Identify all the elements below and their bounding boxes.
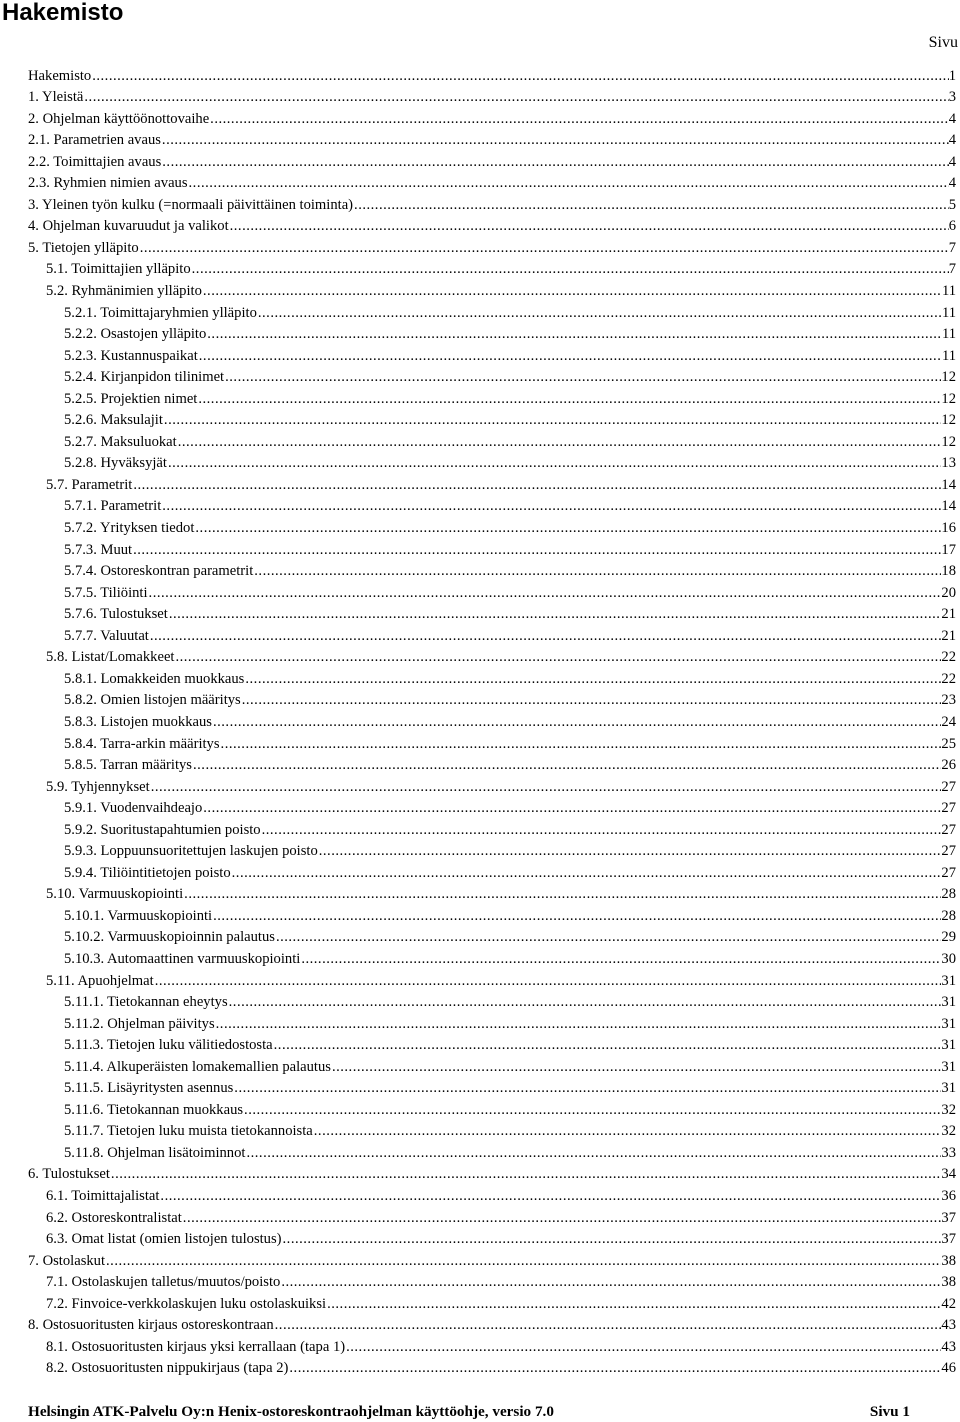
toc-dot-leader bbox=[282, 1230, 942, 1249]
toc-entry-page: 11 bbox=[941, 326, 956, 343]
toc-entry-page: 28 bbox=[941, 907, 956, 924]
toc-entry-page: 21 bbox=[941, 627, 956, 644]
toc-entry-page: 7 bbox=[948, 261, 956, 278]
toc-dot-leader bbox=[331, 1058, 941, 1077]
toc-entry-label: 5.2.5. Projektien nimet bbox=[64, 390, 198, 407]
toc-entry[interactable] bbox=[28, 1249, 956, 1271]
page-title: Hakemisto bbox=[2, 0, 124, 26]
toc-entry-label: 5.7. Parametrit bbox=[46, 476, 133, 493]
toc-dot-leader bbox=[167, 454, 941, 473]
toc-entry-label: 6.3. Omat listat (omien listojen tulostus) bbox=[46, 1231, 282, 1248]
toc-entry-label: 5.11.5. Lisäyritysten asennus bbox=[64, 1080, 234, 1097]
toc-entry-page: 31 bbox=[941, 994, 956, 1011]
toc-entry[interactable] bbox=[28, 646, 956, 668]
toc-entry-label: 5.8.2. Omien listojen määritys bbox=[64, 692, 241, 709]
toc-dot-leader bbox=[161, 153, 948, 172]
toc-entry[interactable] bbox=[28, 1228, 956, 1250]
toc-entry-page: 24 bbox=[941, 713, 956, 730]
toc-entry-label: 5.7.4. Ostoreskontran parametrit bbox=[64, 563, 254, 580]
toc-entry[interactable] bbox=[28, 538, 956, 560]
toc-entry[interactable] bbox=[28, 86, 956, 108]
toc-entry-page: 28 bbox=[941, 886, 956, 903]
toc-dot-leader bbox=[229, 217, 949, 236]
toc-entry[interactable] bbox=[28, 1077, 956, 1099]
toc-dot-leader bbox=[257, 304, 942, 323]
toc-entry[interactable] bbox=[28, 883, 956, 905]
toc-entry-label: 5.2.4. Kirjanpidon tilinimet bbox=[64, 369, 225, 386]
toc-entry[interactable] bbox=[28, 754, 956, 776]
toc-entry[interactable] bbox=[28, 1292, 956, 1314]
toc-dot-leader bbox=[202, 799, 941, 818]
toc-entry-label: 2.3. Ryhmien nimien avaus bbox=[28, 175, 188, 192]
toc-dot-leader bbox=[168, 605, 942, 624]
toc-dot-leader bbox=[288, 1359, 941, 1378]
toc-entry-page: 38 bbox=[941, 1252, 956, 1269]
toc-entry-label: 5. Tietojen ylläpito bbox=[28, 239, 139, 256]
toc-entry-page: 31 bbox=[941, 1058, 956, 1075]
toc-entry-page: 27 bbox=[941, 778, 956, 795]
toc-entry[interactable] bbox=[28, 1206, 956, 1228]
toc-entry-page: 16 bbox=[941, 520, 956, 537]
toc-dot-leader bbox=[148, 584, 942, 603]
toc-entry-label: 8.1. Ostosuoritusten kirjaus yksi kerrallaan (tapa 1) bbox=[46, 1338, 346, 1355]
toc-dot-leader bbox=[215, 1015, 942, 1034]
toc-entry-page: 20 bbox=[941, 584, 956, 601]
toc-entry-label: 3. Yleinen työn kulku (=normaali päivittäinen toiminta) bbox=[28, 196, 354, 213]
toc-dot-leader bbox=[228, 993, 942, 1012]
toc-entry-page: 11 bbox=[941, 304, 956, 321]
toc-entry[interactable] bbox=[28, 150, 956, 172]
toc-entry[interactable] bbox=[28, 452, 956, 474]
toc-entry-label: 8.2. Ostosuoritusten nippukirjaus (tapa 2) bbox=[46, 1360, 289, 1377]
toc-entry[interactable] bbox=[28, 430, 956, 452]
toc-entry-label: 5.9. Tyhjennykset bbox=[46, 778, 150, 795]
toc-dot-leader bbox=[191, 260, 949, 279]
toc-entry-page: 46 bbox=[941, 1360, 956, 1377]
toc-dot-leader bbox=[161, 131, 949, 150]
toc-entry-label: 6.2. Ostoreskontralistat bbox=[46, 1209, 182, 1226]
toc-entry-page: 1 bbox=[948, 67, 956, 84]
toc-dot-leader bbox=[192, 756, 941, 775]
toc-dot-leader bbox=[253, 562, 941, 581]
toc-entry[interactable] bbox=[28, 495, 956, 517]
toc-entry[interactable] bbox=[28, 1034, 956, 1056]
toc-dot-leader bbox=[233, 1079, 941, 1098]
toc-dot-leader bbox=[244, 670, 941, 689]
toc-entry-page: 23 bbox=[941, 692, 956, 709]
toc-entry[interactable] bbox=[28, 473, 956, 495]
toc-entry-label: 5.1. Toimittajien ylläpito bbox=[46, 261, 191, 278]
toc-entry[interactable] bbox=[28, 861, 956, 883]
footer-page-number: Sivu 1 bbox=[869, 1403, 910, 1420]
toc-dot-leader bbox=[198, 347, 942, 366]
toc-entry[interactable] bbox=[28, 1120, 956, 1142]
toc-entry[interactable] bbox=[28, 624, 956, 646]
toc-entry-label: 5.11.1. Tietokannan eheytys bbox=[64, 994, 228, 1011]
toc-entry-label: 5.10. Varmuuskopiointi bbox=[46, 886, 184, 903]
toc-entry[interactable] bbox=[28, 1055, 956, 1077]
toc-dot-leader bbox=[275, 928, 941, 947]
toc-entry-label: 5.11.8. Ohjelman lisätoiminnot bbox=[64, 1144, 246, 1161]
toc-entry[interactable] bbox=[28, 1357, 956, 1379]
toc-entry-label: 5.7.3. Muut bbox=[64, 541, 133, 558]
toc-entry-label: 5.9.4. Tiliöintitietojen poisto bbox=[64, 864, 231, 881]
toc-entry-page: 37 bbox=[941, 1209, 956, 1226]
toc-entry-label: 5.8.1. Lomakkeiden muokkaus bbox=[64, 670, 245, 687]
toc-entry-label: 5.8.4. Tarra-arkin määritys bbox=[64, 735, 220, 752]
toc-dot-leader bbox=[149, 627, 942, 646]
toc-dot-leader bbox=[139, 239, 949, 258]
toc-entry[interactable] bbox=[28, 969, 956, 991]
toc-entry-label: 7.1. Ostolaskujen talletus/muutos/poisto bbox=[46, 1274, 281, 1291]
toc-entry-label: 5.2.6. Maksulajit bbox=[64, 412, 163, 429]
page-footer bbox=[28, 1402, 910, 1422]
toc-entry-label: 2.2. Toimittajien avaus bbox=[28, 153, 162, 170]
toc-entry-label: 5.11.2. Ohjelman päivitys bbox=[64, 1015, 215, 1032]
toc-entry-label: 5.11.3. Tietojen luku välitiedostosta bbox=[64, 1037, 273, 1054]
toc-entry-label: 5.7.7. Valuutat bbox=[64, 627, 149, 644]
toc-entry-label: 2. Ohjelman käyttöönottovaihe bbox=[28, 110, 210, 127]
toc-entry-page: 43 bbox=[941, 1317, 956, 1334]
toc-entry-page: 27 bbox=[941, 843, 956, 860]
toc-dot-leader bbox=[194, 519, 941, 538]
toc-entry[interactable] bbox=[28, 1163, 956, 1185]
toc-entry[interactable] bbox=[28, 1098, 956, 1120]
toc-dot-leader bbox=[197, 390, 941, 409]
toc-entry-label: 5.8. Listat/Lomakkeet bbox=[46, 649, 175, 666]
toc-entry-label: 1. Yleistä bbox=[28, 89, 84, 106]
toc-entry[interactable] bbox=[28, 1012, 956, 1034]
toc-entry-page: 29 bbox=[941, 929, 956, 946]
toc-dot-leader bbox=[245, 1144, 941, 1163]
toc-entry-page: 26 bbox=[941, 757, 956, 774]
toc-entry-page: 36 bbox=[941, 1187, 956, 1204]
toc-entry-page: 37 bbox=[941, 1231, 956, 1248]
toc-entry[interactable] bbox=[28, 279, 956, 301]
toc-entry-label: 5.2. Ryhmänimien ylläpito bbox=[46, 283, 202, 300]
toc-entry-label: 5.7.6. Tulostukset bbox=[64, 606, 168, 623]
toc-entry-label: 5.10.1. Varmuuskopiointi bbox=[64, 907, 213, 924]
toc-entry-page: 32 bbox=[941, 1123, 956, 1140]
toc-entry-page: 12 bbox=[941, 369, 956, 386]
toc-entry-page: 4 bbox=[948, 153, 956, 170]
toc-dot-leader bbox=[224, 368, 941, 387]
toc-entry-label: 8. Ostosuoritusten kirjaus ostoreskontraan bbox=[28, 1317, 274, 1334]
toc-entry-page: 13 bbox=[941, 455, 956, 472]
toc-entry-page: 4 bbox=[948, 132, 956, 149]
toc-dot-leader bbox=[183, 885, 941, 904]
toc-dot-leader bbox=[163, 411, 941, 430]
toc-dot-leader bbox=[159, 1187, 941, 1206]
toc-entry[interactable] bbox=[28, 991, 956, 1013]
toc-entry-label: 5.11.4. Alkuperäisten lomakemallien palautus bbox=[64, 1058, 331, 1075]
toc-dot-leader bbox=[345, 1338, 941, 1357]
toc-entry-page: 27 bbox=[941, 864, 956, 881]
toc-dot-leader bbox=[280, 1273, 941, 1292]
toc-entry-label: 5.2.7. Maksuluokat bbox=[64, 433, 177, 450]
toc-entry-label: 5.2.2. Osastojen ylläpito bbox=[64, 326, 207, 343]
toc-dot-leader bbox=[206, 325, 942, 344]
toc-entry[interactable] bbox=[28, 797, 956, 819]
toc-entry-page: 31 bbox=[941, 1080, 956, 1097]
toc-entry-page: 11 bbox=[941, 347, 956, 364]
toc-entry-page: 4 bbox=[948, 175, 956, 192]
toc-dot-leader bbox=[110, 1165, 941, 1184]
toc-entry-label: 5.10.3. Automaattinen varmuuskopiointi bbox=[64, 950, 301, 967]
toc-entry-label: 5.7.2. Yrityksen tiedot bbox=[64, 520, 195, 537]
toc-entry-page: 25 bbox=[941, 735, 956, 752]
table-of-contents bbox=[28, 64, 956, 1378]
toc-dot-leader bbox=[91, 67, 948, 86]
toc-entry[interactable] bbox=[28, 904, 956, 926]
toc-entry-label: 5.10.2. Varmuuskopioinnin palautus bbox=[64, 929, 275, 946]
toc-entry-page: 7 bbox=[948, 239, 956, 256]
toc-entry-page: 12 bbox=[941, 390, 956, 407]
toc-entry[interactable] bbox=[28, 516, 956, 538]
toc-dot-leader bbox=[182, 1209, 942, 1228]
toc-entry[interactable] bbox=[28, 560, 956, 582]
toc-dot-leader bbox=[231, 864, 942, 883]
toc-entry[interactable] bbox=[28, 323, 956, 345]
toc-entry-page: 32 bbox=[941, 1101, 956, 1118]
toc-entry-page: 21 bbox=[941, 606, 956, 623]
toc-entry-label: Hakemisto bbox=[28, 67, 92, 84]
toc-entry-label: 7. Ostolaskut bbox=[28, 1252, 106, 1269]
toc-dot-leader bbox=[150, 778, 942, 797]
toc-entry-label: 5.9.1. Vuodenvaihdeajo bbox=[64, 800, 203, 817]
toc-entry-label: 5.9.3. Loppuunsuoritettujen laskujen poisto bbox=[64, 843, 318, 860]
toc-entry-page: 6 bbox=[948, 218, 956, 235]
toc-entry-label: 5.11. Apuohjelmat bbox=[46, 972, 154, 989]
toc-entry-page: 12 bbox=[941, 412, 956, 429]
toc-entry-page: 4 bbox=[948, 110, 956, 127]
toc-entry-page: 33 bbox=[941, 1144, 956, 1161]
toc-entry[interactable] bbox=[28, 236, 956, 258]
toc-entry[interactable] bbox=[28, 409, 956, 431]
toc-entry[interactable] bbox=[28, 710, 956, 732]
toc-dot-leader bbox=[273, 1036, 942, 1055]
toc-entry[interactable] bbox=[28, 775, 956, 797]
toc-entry[interactable] bbox=[28, 129, 956, 151]
toc-entry-label: 5.7.5. Tiliöinti bbox=[64, 584, 148, 601]
toc-dot-leader bbox=[318, 842, 942, 861]
toc-entry-label: 5.2.8. Hyväksyjät bbox=[64, 455, 167, 472]
toc-entry-label: 6.1. Toimittajalistat bbox=[46, 1187, 160, 1204]
toc-entry-page: 38 bbox=[941, 1274, 956, 1291]
toc-entry[interactable] bbox=[28, 926, 956, 948]
toc-dot-leader bbox=[154, 972, 942, 991]
page-column-header: Sivu bbox=[928, 34, 958, 51]
toc-dot-leader bbox=[132, 476, 941, 495]
toc-dot-leader bbox=[326, 1295, 941, 1314]
toc-entry[interactable] bbox=[28, 689, 956, 711]
toc-entry-label: 7.2. Finvoice-verkkolaskujen luku ostolaskuiksi bbox=[46, 1295, 327, 1312]
toc-entry-label: 5.8.5. Tarran määritys bbox=[64, 757, 192, 774]
toc-entry[interactable] bbox=[28, 818, 956, 840]
toc-entry-page: 14 bbox=[941, 476, 956, 493]
toc-entry-page: 3 bbox=[948, 89, 956, 106]
toc-entry-page: 31 bbox=[941, 972, 956, 989]
toc-entry-page: 42 bbox=[941, 1295, 956, 1312]
toc-entry[interactable] bbox=[28, 172, 956, 194]
toc-entry[interactable] bbox=[28, 64, 956, 86]
toc-dot-leader bbox=[313, 1122, 942, 1141]
toc-dot-leader bbox=[212, 907, 941, 926]
toc-entry[interactable] bbox=[28, 1184, 956, 1206]
toc-entry[interactable] bbox=[28, 215, 956, 237]
toc-entry-page: 27 bbox=[941, 821, 956, 838]
footer-text: Helsingin ATK-Palvelu Oy:n Henix-ostoreskontraohjelman käyttöohje, versio 7.0 bbox=[28, 1403, 554, 1420]
toc-dot-leader bbox=[83, 88, 948, 107]
toc-entry-page: 17 bbox=[941, 541, 956, 558]
toc-entry[interactable] bbox=[28, 947, 956, 969]
toc-dot-leader bbox=[105, 1252, 941, 1271]
toc-entry-page: 30 bbox=[941, 950, 956, 967]
toc-entry[interactable] bbox=[28, 1141, 956, 1163]
toc-dot-leader bbox=[353, 196, 949, 215]
toc-entry-page: 27 bbox=[941, 800, 956, 817]
toc-entry[interactable] bbox=[28, 366, 956, 388]
toc-entry[interactable] bbox=[28, 387, 956, 409]
toc-dot-leader bbox=[202, 282, 942, 301]
toc-entry[interactable] bbox=[28, 107, 956, 129]
toc-dot-leader bbox=[261, 821, 942, 840]
toc-entry[interactable] bbox=[28, 667, 956, 689]
toc-entry-page: 11 bbox=[941, 283, 956, 300]
toc-entry-label: 5.11.7. Tietojen luku muista tietokannoista bbox=[64, 1123, 313, 1140]
toc-entry-page: 31 bbox=[941, 1015, 956, 1032]
toc-entry-label: 5.9.2. Suoritustapahtumien poisto bbox=[64, 821, 261, 838]
toc-entry-page: 5 bbox=[948, 196, 956, 213]
toc-entry-label: 5.8.3. Listojen muokkaus bbox=[64, 713, 212, 730]
toc-entry-page: 12 bbox=[941, 433, 956, 450]
toc-entry-label: 2.1. Parametrien avaus bbox=[28, 132, 161, 149]
toc-entry-label: 5.2.3. Kustannuspaikat bbox=[64, 347, 198, 364]
toc-entry-page: 43 bbox=[941, 1338, 956, 1355]
toc-dot-leader bbox=[161, 497, 941, 516]
toc-dot-leader bbox=[300, 950, 941, 969]
toc-entry-label: 6. Tulostukset bbox=[28, 1166, 110, 1183]
toc-entry-page: 34 bbox=[941, 1166, 956, 1183]
toc-entry-page: 22 bbox=[941, 649, 956, 666]
toc-entry[interactable] bbox=[28, 344, 956, 366]
toc-entry[interactable] bbox=[28, 603, 956, 625]
toc-entry-label: 5.2.1. Toimittajaryhmien ylläpito bbox=[64, 304, 257, 321]
toc-entry[interactable] bbox=[28, 1335, 956, 1357]
toc-entry-label: 5.7.1. Parametrit bbox=[64, 498, 162, 515]
toc-dot-leader bbox=[212, 713, 941, 732]
toc-entry[interactable] bbox=[28, 258, 956, 280]
toc-entry-page: 22 bbox=[941, 670, 956, 687]
toc-dot-leader bbox=[274, 1316, 942, 1335]
toc-entry[interactable] bbox=[28, 840, 956, 862]
toc-dot-leader bbox=[188, 174, 949, 193]
toc-dot-leader bbox=[174, 648, 941, 667]
toc-dot-leader bbox=[241, 691, 942, 710]
toc-entry-page: 14 bbox=[941, 498, 956, 515]
toc-entry[interactable] bbox=[28, 193, 956, 215]
toc-entry-label: 4. Ohjelman kuvaruudut ja valikot bbox=[28, 218, 229, 235]
toc-entry[interactable] bbox=[28, 1314, 956, 1336]
toc-entry-page: 31 bbox=[941, 1037, 956, 1054]
toc-dot-leader bbox=[132, 541, 941, 560]
toc-entry-label: 5.11.6. Tietokannan muokkaus bbox=[64, 1101, 244, 1118]
toc-entry[interactable] bbox=[28, 581, 956, 603]
toc-entry[interactable] bbox=[28, 1271, 956, 1293]
toc-entry[interactable] bbox=[28, 301, 956, 323]
toc-entry[interactable] bbox=[28, 732, 956, 754]
toc-dot-leader bbox=[209, 110, 949, 129]
toc-entry-page: 18 bbox=[941, 563, 956, 580]
toc-dot-leader bbox=[177, 433, 942, 452]
toc-dot-leader bbox=[243, 1101, 941, 1120]
toc-dot-leader bbox=[220, 735, 942, 754]
